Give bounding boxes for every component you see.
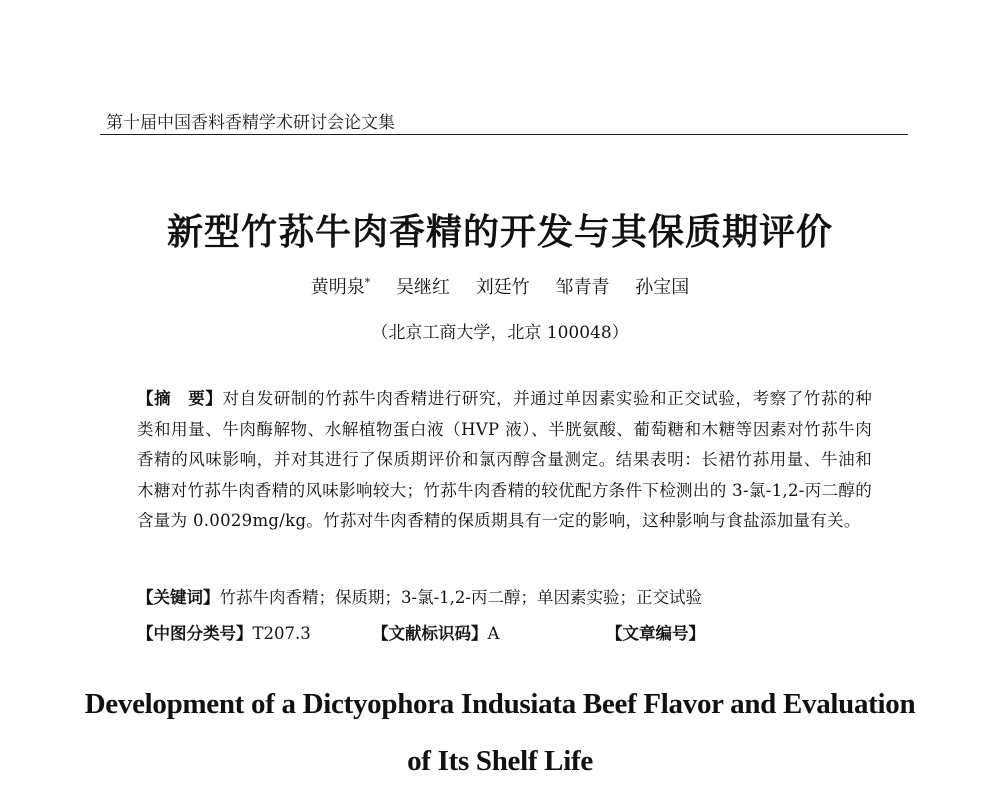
affiliation: （北京工商大学，北京 100048） xyxy=(371,323,629,343)
doc-code-label: 【文献标识码】 xyxy=(372,624,488,643)
author-3: 刘廷竹 xyxy=(475,277,530,298)
abstract-text: 对自发研制的竹荪牛肉香精进行研究，并通过单因素实验和正交试验，考察了竹荪的种类和用量、牛肉酶解物、水解植物蛋白液（HVP 液）、半胱氨酸、葡萄糖和木糖等因素对竹荪牛肉香精的风味影响，并对其进行了保质期评价和氯丙醇含量测定。结果表明：长裙竹荪用量、牛油和木糖对竹荪牛肉香精的风味影响较大；竹荪牛肉香精的较优配方条件下检测出的 3-氯-1,2-丙二醇的含量为 0.0029mg/kg。竹荪对牛肉香精的保质期具有一定的影响，这种影响与食盐添加量有关。 xyxy=(137,389,872,531)
article-number-label: 【文章编号】 xyxy=(606,624,705,643)
clc-number xyxy=(137,620,311,644)
abstract-label: 【摘 要】 xyxy=(137,389,223,408)
paper-title-en-line1: Development of a Dictyophora Indusiata Beef Flavor and Evaluation xyxy=(84,688,916,720)
keywords-text: 竹荪牛肉香精；保质期；3-氯-1,2-丙二醇；单因素实验；正交试验 xyxy=(219,588,702,607)
author-1-name: 黄明泉 xyxy=(310,277,365,298)
clc-label: 【中图分类号】 xyxy=(137,624,253,643)
document-code xyxy=(372,620,499,644)
abstract xyxy=(137,384,872,537)
authors xyxy=(0,273,1000,299)
author-4: 邹青青 xyxy=(555,277,610,298)
keywords xyxy=(137,584,872,608)
author-2: 吴继红 xyxy=(396,277,451,298)
doc-code-value: A xyxy=(487,624,500,643)
header-rule xyxy=(100,134,908,135)
keywords-label: 【关键词】 xyxy=(137,588,220,607)
corresponding-mark: * xyxy=(364,276,371,289)
running-head: 第十届中国香料香精学术研讨会论文集 xyxy=(106,113,395,133)
author-5: 孙宝国 xyxy=(635,277,690,298)
article-number xyxy=(606,620,705,644)
paper-title-en-line2: of Its Shelf Life xyxy=(407,745,593,777)
clc-value: T207.3 xyxy=(252,624,311,643)
author-1 xyxy=(311,277,371,298)
paper-title-cn: 新型竹荪牛肉香精的开发与其保质期评价 xyxy=(166,212,833,253)
